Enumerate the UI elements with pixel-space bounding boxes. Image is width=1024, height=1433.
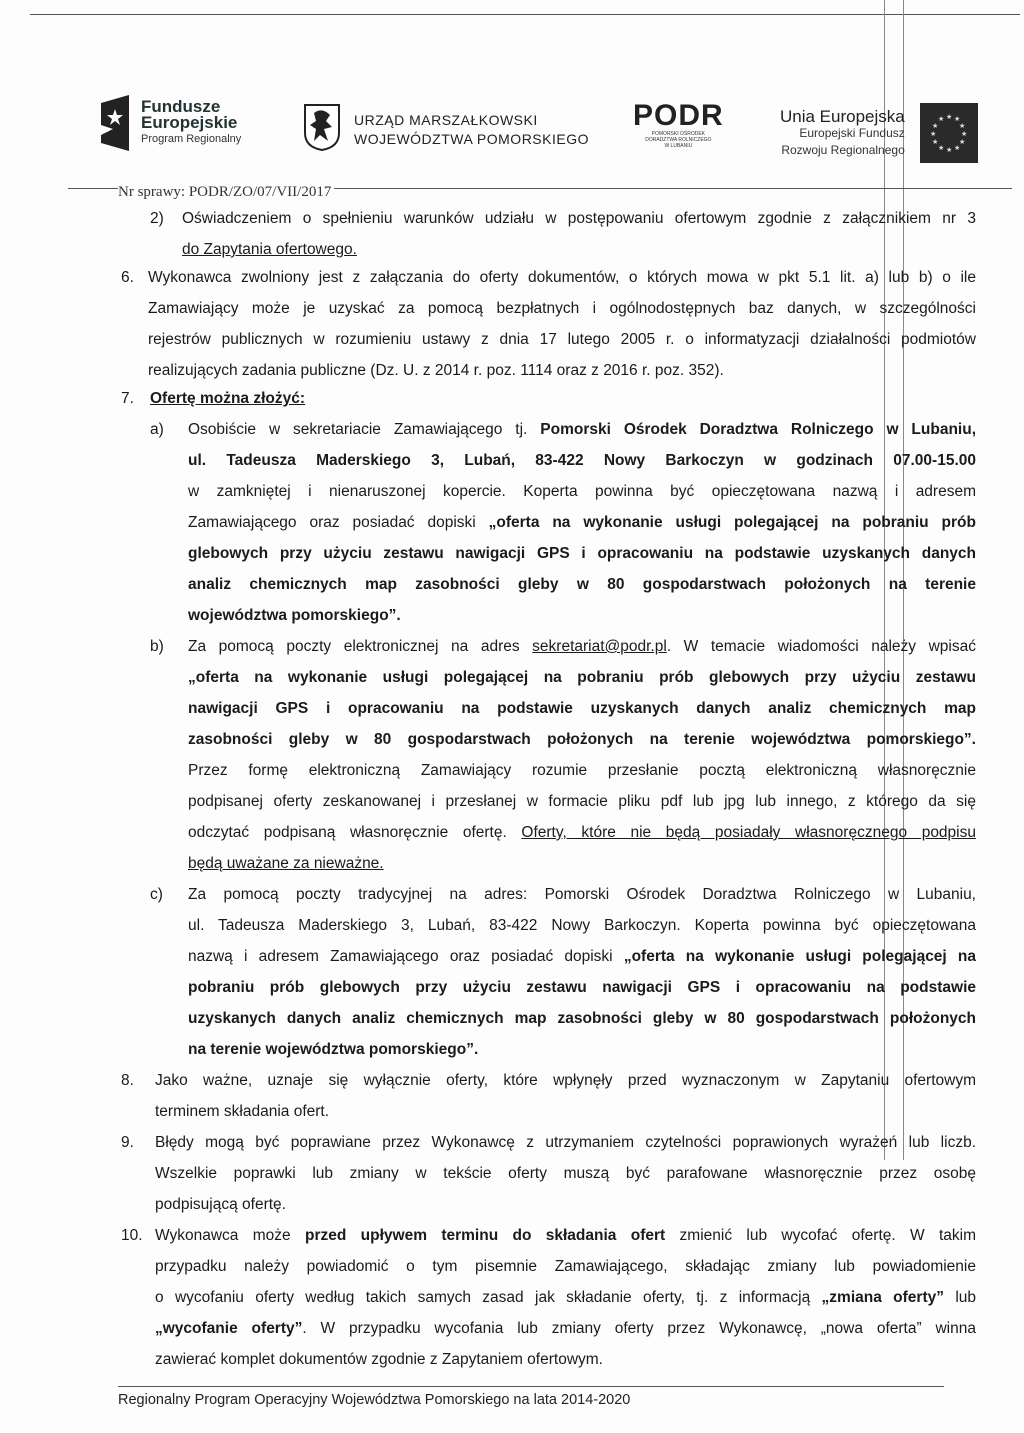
item-7c-line3-text: nazwą i adresem Zamawiającego oraz posiadać dopiski (188, 948, 613, 965)
fe-line3: Program Regionalny (141, 133, 242, 145)
fe-flag-icon (95, 95, 131, 151)
item-6-line2: Zamawiający może je uzyskać za pomocą bezpłatnych i ogólnodostępnych baz danych, w szczególności (148, 300, 976, 317)
item-7b-line6: podpisanej oferty zeskanowanej i przesłanej w formacie pliku pdf lub jpg lub innego, z którego da się (188, 793, 976, 810)
podr-sub2: DORADZTWA ROLNICZEGO (645, 137, 712, 143)
ue-line3: Rozwoju Regionalnego (781, 142, 905, 157)
svg-text:★: ★ (958, 122, 966, 130)
item-7c-line2 (188, 910, 976, 941)
item-7b-line7-underline: Oferty, które nie będą posiadały własnoręcznego podpisu (521, 824, 976, 841)
unia-europejska-logo (780, 103, 978, 163)
svg-text:★: ★ (929, 130, 937, 138)
item-7a-line5: glebowych przy użyciu zestawu nawigacji GPS i opracowaniu na podstawie uzyskanych danych (188, 545, 976, 562)
eu-flag-icon (920, 103, 978, 163)
item-2-line1: Oświadczeniem o spełnieniu warunków udziału w postępowaniu ofertowym zgodnie z załącznikiem nr 3 (182, 210, 976, 227)
item-7b-letter: b) (150, 638, 164, 655)
item-7c-letter: c) (150, 886, 163, 903)
top-rule (30, 14, 1020, 15)
item-7a-line3: w zamkniętej i nienaruszonej kopercie. Koperta powinna być opieczętowana nazwą i adresem (188, 483, 976, 500)
svg-text:★: ★ (960, 130, 968, 138)
item-7c-line3-bold: „oferta na wykonanie usługi polegającej na (623, 948, 977, 965)
urzad-marszalkowski-logo (302, 103, 589, 156)
item-10-line5: zawierać komplet dokumentów zgodnie z Zapytaniem ofertowym. (155, 1351, 603, 1368)
item-7a-line1-bold: Pomorski Ośrodek Doradztwa Rolniczego w Lubaniu, (540, 421, 977, 438)
item-2-line2: do Zapytania ofertowego. (182, 241, 357, 258)
item-7b-line4: zasobności gleby w 80 gospodarstwach położonych na terenie województwa pomorskiego”. (188, 731, 976, 748)
fundusze-europejskie-logo (95, 95, 241, 151)
item-7a-line6: analiz chemicznych map zasobności gleby w 80 gospodarstwach położonych na terenie (188, 576, 976, 593)
item-7b-line5: Przez formę elektroniczną Zamawiający rozumie przesłanie pocztą elektroniczną własnoręcznie (188, 762, 976, 779)
item-7a-line7: województwa pomorskiego”. (188, 607, 401, 624)
item-7a-line4 (188, 507, 976, 538)
svg-text:★: ★ (953, 115, 961, 123)
podr-sub3: W LUBANIU (664, 143, 693, 149)
item-7a-line4-bold: „oferta na wykonanie usługi polegającej na pobraniu prób (488, 514, 976, 531)
item-9-number: 9. (121, 1134, 134, 1151)
item-7b-line1-text: Za pomocą poczty elektronicznej na adres (188, 638, 520, 655)
item-7a-line2: ul. Tadeusza Maderskiego 3, Lubań, 83-422 Nowy Barkoczyn w godzinach 07.00-15.00 (188, 452, 976, 469)
podr-name: PODR (633, 99, 724, 132)
item-7b-line1 (188, 631, 976, 662)
item-10-line1-bold: przed upływem terminu do składania ofert (305, 1227, 666, 1244)
urzad-line1: URZĄD MARSZAŁKOWSKI (354, 111, 538, 128)
item-10-line1 (155, 1220, 976, 1251)
svg-text:★: ★ (945, 113, 953, 121)
item-7c-line5: uzyskanych danych analiz chemicznych map zasobności gleby w 80 gospodarstwach położonych (188, 1010, 976, 1027)
item-7b-line8: będą uważane za nieważne. (188, 855, 384, 872)
item-7b-line2: „oferta na wykonanie usługi polegającej na pobraniu prób glebowych przy użyciu zestawu (188, 669, 976, 686)
item-2-number: 2) (150, 210, 164, 227)
item-7c-line1: Za pomocą poczty tradycyjnej na adres: Pomorski Ośrodek Doradztwa Rolniczego w Lubaniu, (188, 886, 976, 903)
item-10-line1-text: Wykonawca może (155, 1227, 291, 1244)
item-7b-line7 (188, 817, 976, 848)
ue-line2: Europejski Fundusz (799, 125, 905, 140)
svg-text:★: ★ (937, 144, 945, 152)
item-7a-letter: a) (150, 421, 164, 438)
item-8-line2: terminem składania ofert. (155, 1103, 330, 1120)
podr-logo (633, 101, 724, 149)
item-10-line2: przypadku należy powiadomić o tym pisemnie Zamawiającego, składając zmiany lub powiadomienie (155, 1258, 976, 1275)
item-7a-line1 (188, 414, 976, 445)
item-6-number: 6. (121, 269, 134, 286)
item-7c-line2-rest: Koperta powinna być opieczętowana (694, 917, 976, 934)
podr-sub1: POMORSKI OŚRODEK (651, 131, 706, 137)
item-9-line2: Wszelkie poprawki lub zmiany w tekście oferty muszą być parafowane własnoręcznie przez osobę (155, 1165, 976, 1182)
svg-text:★: ★ (931, 138, 939, 146)
item-10-line4-bold: „wycofanie oferty” (155, 1320, 303, 1337)
item-7b-line7-text: odczytać podpisaną własnoręcznie ofertę. (188, 824, 507, 841)
svg-text:★: ★ (945, 146, 953, 154)
ue-line1: Unia Europejska (780, 106, 905, 126)
item-7c-line6: na terenie województwa pomorskiego”. (188, 1041, 479, 1058)
item-7b-line3: nawigacji GPS i opracowaniu na podstawie uzyskanych danych analiz chemicznych map (188, 700, 976, 717)
svg-text:★: ★ (953, 144, 961, 152)
urzad-line2: WOJEWÓDZTWA POMORSKIEGO (354, 130, 589, 147)
item-10-line4-rest: . W przypadku wycofania lub zmiany oferty przez Wykonawcę, „nowa oferta” winna (302, 1320, 976, 1337)
item-6-line3: rejestrów publicznych w rozumieniu ustawy z dnia 17 lutego 2005 r. o informatyzacji działalności podmiotów (148, 331, 976, 348)
item-7a-line1-text: Osobiście w sekretariacie Zamawiającego tj. (188, 421, 528, 438)
item-10-line3-bold: „zmiana oferty” (821, 1289, 944, 1306)
item-6-line1: Wykonawca zwolniony jest z załączania do oferty dokumentów, o których mowa w pkt 5.1 lit. a) lub b) o ile (148, 269, 976, 286)
svg-text:★: ★ (931, 122, 939, 130)
item-9-line1: Błędy mogą być poprawiane przez Wykonawcę z utrzymaniem czytelności poprawionych wyrażeń lub liczb. (155, 1134, 976, 1151)
item-10-line3 (155, 1282, 976, 1313)
item-10-line3-text: o wycofaniu oferty według takich samych zasad jak składanie oferty, tj. z informacją (155, 1289, 811, 1306)
item-7c-line3 (188, 941, 976, 972)
item-7c-line4: pobraniu prób glebowych przy użyciu zestawu nawigacji GPS i opracowaniu na podstawie (188, 979, 976, 996)
item-8-line1: Jako ważne, uznaje się wyłącznie oferty, które wpłynęły przed wyznaczonym w Zapytaniu ofertowym (155, 1072, 976, 1089)
footer-text: Regionalny Program Operacyjny Województwa Pomorskiego na lata 2014-2020 (118, 1392, 631, 1408)
email-link[interactable]: sekretariat@podr.pl (532, 638, 667, 655)
item-6-line4: realizujących zadania publiczne (Dz. U. z 2014 r. poz. 1114 oraz z 2016 r. poz. 352). (148, 362, 724, 379)
item-10-line1-rest: zmienić lub wycofać ofertę. W takim (679, 1227, 977, 1244)
item-7c-line2-text: ul. Tadeusza Maderskiego 3, Lubań, 83-422 Nowy Barkoczyn. (188, 917, 681, 934)
item-7-number: 7. (121, 390, 134, 407)
item-10-line4 (155, 1313, 976, 1344)
footer-rule (118, 1386, 944, 1387)
item-7a-line4-text: Zamawiającego oraz posiadać dopiski (188, 514, 476, 531)
case-number: Nr sprawy: PODR/ZO/07/VII/2017 (118, 184, 334, 201)
fe-line2: Europejskie (141, 113, 238, 132)
item-10-line3-rest: lub (955, 1289, 977, 1306)
item-10-number: 10. (121, 1227, 143, 1244)
svg-text:★: ★ (937, 115, 945, 123)
item-7b-line1-rest: . W temacie wiadomości należy wpisać (666, 638, 976, 655)
item-9-line3: podpisującą ofertę. (155, 1196, 286, 1213)
svg-text:★: ★ (958, 138, 966, 146)
item-8-number: 8. (121, 1072, 134, 1089)
fe-line1: Fundusze (141, 97, 221, 116)
griffin-crest-icon (302, 103, 342, 156)
item-7-heading: Ofertę można złożyć: (150, 390, 306, 407)
